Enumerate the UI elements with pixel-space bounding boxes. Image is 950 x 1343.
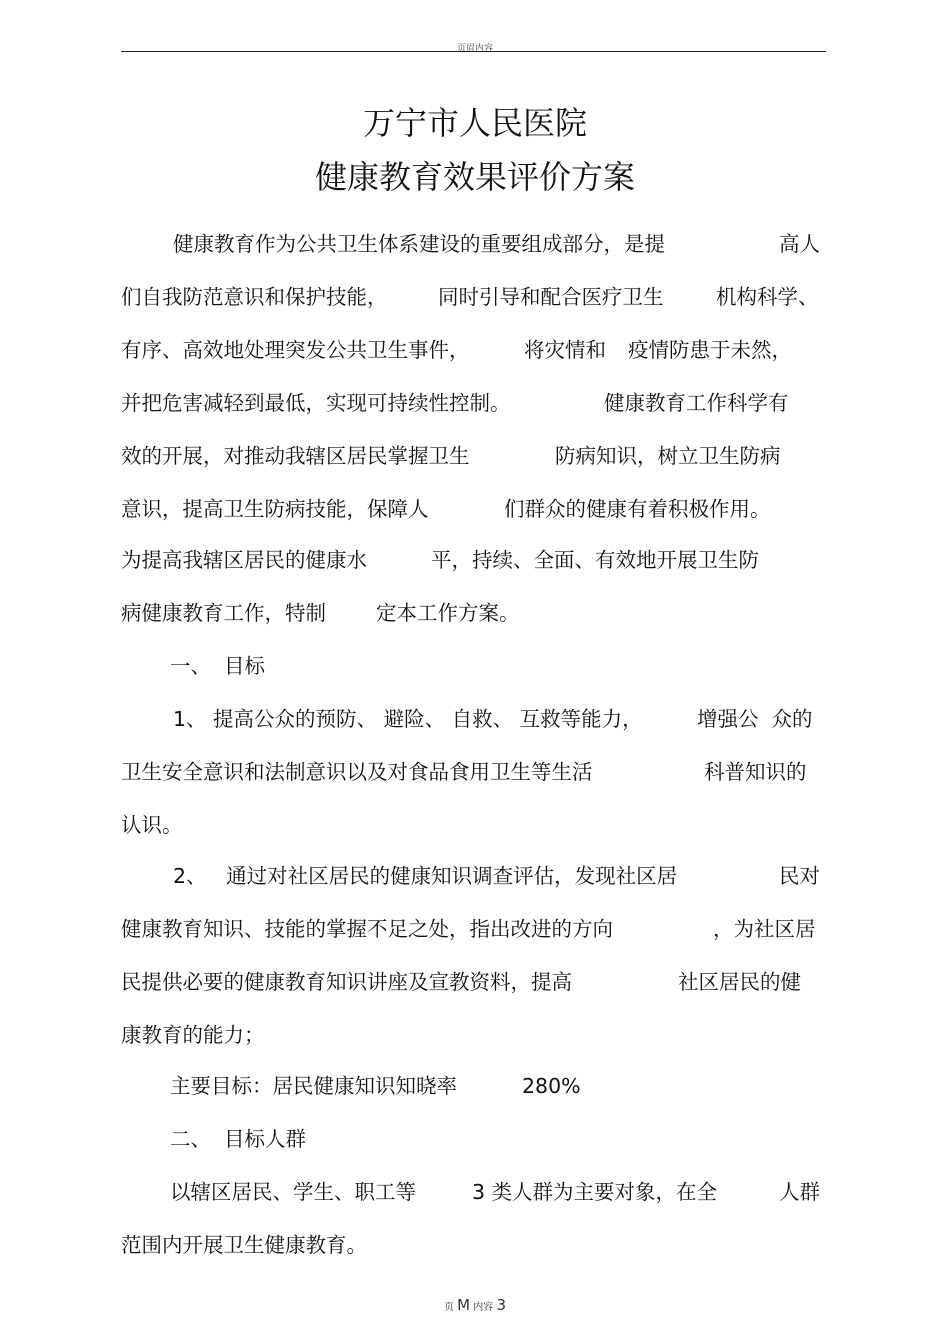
- body-text: 2、 通过对社区居民的健康知识调查评估，发现社区居: [173, 864, 678, 888]
- body-text: 同时引导和配合医疗卫生: [438, 285, 664, 309]
- section-heading: 一、 目标: [170, 654, 266, 678]
- body-text: 效的开展，对推动我辖区居民掌握卫生: [121, 444, 470, 468]
- body-text: 防病知识，树立卫生防病: [555, 444, 781, 468]
- body-text: ，为社区居: [713, 917, 816, 941]
- main-goal-value: 280%: [522, 1074, 581, 1098]
- page-footer: [0, 1296, 950, 1314]
- body-text: 社区居民的健: [678, 970, 801, 994]
- footer-left: 页: [443, 1302, 454, 1313]
- body-text: 范围内开展卫生健康教育。: [121, 1233, 367, 1257]
- body-text: 将灾情和: [524, 338, 606, 362]
- document-title: 万宁市人民医院: [362, 104, 587, 142]
- page-number: 3: [496, 1296, 507, 1314]
- body-text: 健康教育工作科学有: [604, 391, 789, 415]
- header-rule: [121, 51, 826, 52]
- body-text: 平，持续、全面、有效地开展卫生防: [431, 548, 759, 572]
- section-heading: 二、 目标人群: [170, 1127, 307, 1151]
- body-text: 康教育的能力；: [121, 1023, 265, 1047]
- body-text: 们群众的健康有着积极作用。: [504, 497, 771, 521]
- body-text: 认识。: [121, 813, 183, 837]
- body-text: 机构科学、: [716, 285, 819, 309]
- body-text: 有序、高效地处理突发公共卫生事件，: [121, 338, 470, 362]
- footer-big: M: [457, 1296, 471, 1314]
- body-text: 高人: [779, 232, 820, 256]
- body-text: 病健康教育工作，特制: [121, 601, 326, 625]
- body-text: 民对: [779, 864, 820, 888]
- body-text: 意识，提高卫生防病技能，保障人: [121, 497, 429, 521]
- body-text: 疫情防患于未然，: [628, 338, 792, 362]
- body-text: 健康教育知识、技能的掌握不足之处，指出改进的方向: [121, 917, 613, 941]
- body-text: 们自我防范意识和保护技能，: [121, 285, 388, 309]
- body-text: 健康教育作为公共卫生体系建设的重要组成部分，是提: [173, 232, 665, 256]
- body-text: 为提高我辖区居民的健康水: [121, 548, 367, 572]
- body-text: 科普知识的: [704, 760, 807, 784]
- footer-mid: 内容: [473, 1302, 494, 1313]
- body-text: 以辖区居民、学生、职工等: [170, 1180, 416, 1204]
- body-text: 1、 提高公众的预防、 避险、 自救、 互救等能力，: [173, 707, 643, 731]
- body-text: 增强公 众的: [697, 707, 813, 731]
- body-text: 并把危害减轻到最低，实现可持续性控制。: [121, 391, 511, 415]
- body-text: 卫生安全意识和法制意识以及对食品食用卫生等生活: [121, 760, 593, 784]
- body-text: 人群: [779, 1180, 820, 1204]
- body-text: 3 类人群为主要对象，在全: [472, 1180, 718, 1204]
- document-subtitle: 健康教育效果评价方案: [314, 158, 635, 196]
- body-text: 定本工作方案。: [376, 601, 520, 625]
- main-goal-label: 主要目标：居民健康知识知晓率: [170, 1074, 457, 1098]
- page-header-text: 页眉内容: [456, 44, 493, 54]
- body-text: 民提供必要的健康教育知识讲座及宣教资料，提高: [121, 970, 572, 994]
